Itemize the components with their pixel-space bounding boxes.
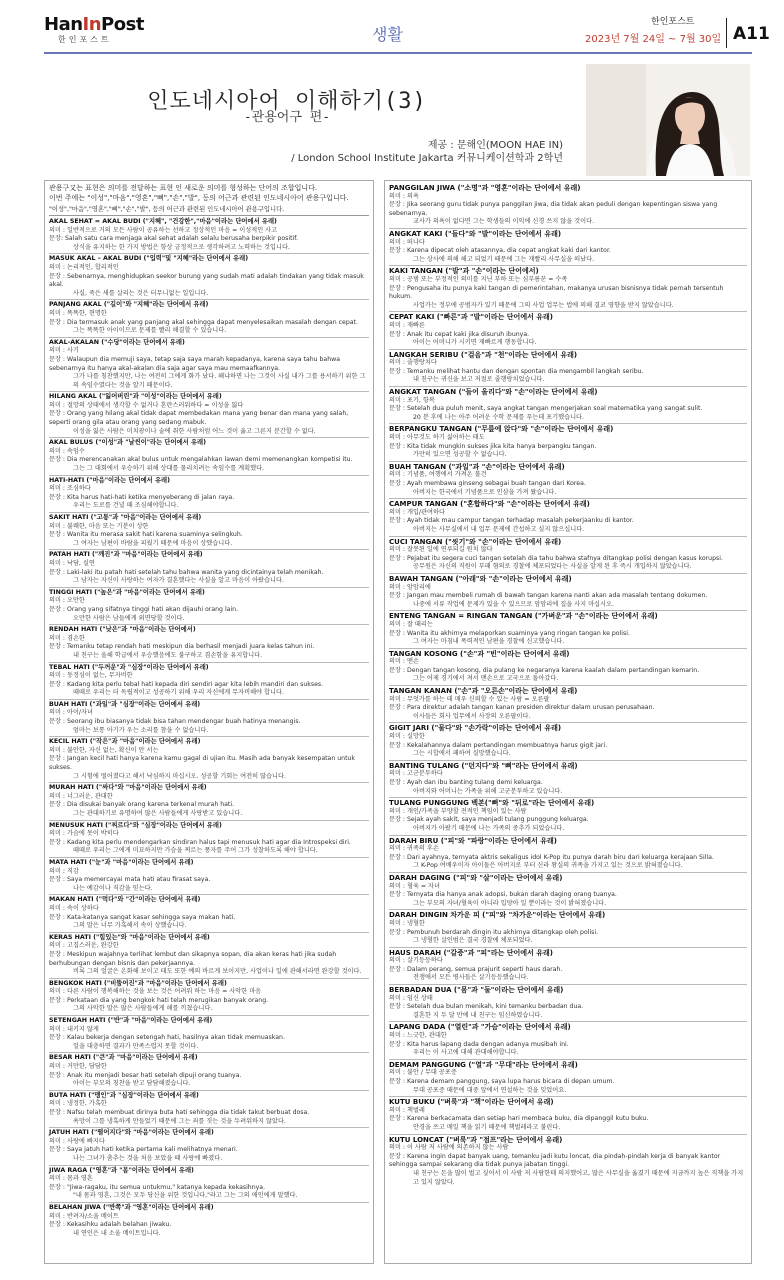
idiom-entry	[49, 895, 369, 932]
idiom-meaning: 의미 : 기념품, 여행에서 가져온 물건	[389, 471, 487, 479]
idiom-sentence: 문장 : Karena dipecat oleh atasannya, dia cepat angkat kaki dari kantor.	[389, 247, 611, 255]
idiom-sentence: 문장 : Kadang kita perlu mendengarkan sindiran halus tapi menusuk hati agar dia Introspeksi diri.	[49, 838, 351, 846]
idiom-sentence: 문장 : Setelah dua puluh menit, saya angkat tangan mengerjakan soal matematika yang sangat sulit.	[389, 405, 703, 413]
idiom-translation: 그의 사악한 말은 많은 사람들에게 해를 끼쳤습니다.	[73, 1005, 213, 1013]
idiom-sentence: 문장 : Saya jatuh hati ketika pertama kali melihatnya menari.	[49, 1146, 238, 1154]
idiom-term: GIGIT JARI ("물다"와 "손가락"이라는 단어에서 유래)	[389, 724, 562, 733]
idiom-sentence: 문장 : Dia disukai banyak orang karena terkenal murah hati.	[49, 801, 235, 809]
idiom-entry	[49, 737, 369, 783]
idiom-translation: 가만히 있으면 성공할 수 없습니다.	[413, 451, 507, 459]
idiom-translation: 그 남자는 자신이 사랑하는 여자가 결혼했다는 사실을 알고 마음이 아팠습니다.	[73, 577, 284, 585]
idiom-translation: 그는 부모의 자녀/혈육이 아니라 입양아 일 뿐이라는 것이 밝혀졌습니다.	[413, 899, 607, 907]
idiom-sentence: 문장 : Wanita itu akhirnya melaporkan suaminya yang ringan tangan ke polisi.	[389, 629, 630, 637]
idiom-meaning: 의미 : 똑똑한, 현명한	[49, 309, 107, 317]
idiom-translation: 우리는 도로를 건널 때 조심해야합니다.	[73, 502, 179, 510]
idiom-meaning: 의미 : 너그러운, 관대한	[49, 792, 113, 800]
idiom-translation: 이성을 잃은 사람은 미치광이나 술에 취한 사람처럼 어느 것이 옳고 그른지 분간할 수 없다.	[73, 427, 316, 435]
idiom-translation: 무대 공포증 때문에 대중 앞에서 연설하는 것을 잊었어요.	[413, 1086, 567, 1094]
idiom-meaning: 의미 : 속임수	[49, 447, 85, 455]
idiom-sentence: 문장 : Temanku melihat hantu dan dengan spontan dia mengambil langkah seribu.	[389, 367, 644, 375]
idiom-sentence: 문장 : Orang yang sifatnya tinggi hati akan dijauhi orang lain.	[49, 605, 239, 613]
idiom-sentence: 문장 : Kita harus hati-hati ketika menyeberang di jalan raya.	[49, 493, 235, 501]
idiom-entry	[389, 948, 747, 985]
idiom-entry	[389, 1097, 747, 1134]
idiom-meaning: 의미 : 개인/가족을 부양할 전적인 책임이 있는 사람	[389, 807, 527, 815]
idiom-translation: 20 분 후에 나는 아주 어려운 수학 문제를 푸는데 포기했습니다.	[413, 413, 584, 421]
idiom-sentence: 문장 : Kadang kita perlu tebal hati kepada diri sendiri agar kita lebih mandiri dan sukses.	[49, 680, 324, 688]
idiom-entry	[49, 1166, 369, 1203]
idiom-entry	[49, 392, 369, 438]
idiom-sentence: 문장 : Perkataan dia yang bengkok hati telah merugikan banyak orang.	[49, 996, 269, 1004]
idiom-meaning: 의미 : 귀족의 후손	[389, 845, 439, 853]
idiom-term: AKAL BULUS ("이성"과 "날씬이"라는 단어에서 유래)	[49, 439, 206, 447]
idiom-meaning: 의미 : 겸손한	[49, 634, 85, 642]
idiom-sentence: 문장 : Wanita itu merasa sakit hati karena suaminya selingkuh.	[49, 531, 243, 539]
idiom-meaning: 의미 : 내키지 않게	[49, 1025, 99, 1033]
idiom-sentence: 문장 : Karena ingin dapat banyak uang, temanku jadi kutu loncat, dia pindah-pindah kerja di banyak kantor sehingga sampai sekarang dia tidak punya jabatan tinggi.	[389, 1152, 721, 1169]
idiom-entry	[49, 550, 369, 587]
idiom-entry	[49, 1091, 369, 1128]
idiom-term: ENTENG TANGAN = RINGAN TANGAN ("가벼운"과 "손"이라는 단어에서 유래)	[389, 612, 658, 621]
idiom-term: PANGGILAN JIWA ("소명"과 "영혼"이라는 단어에서 유래)	[389, 184, 581, 192]
idiom-meaning: 의미 : 암암리에	[389, 583, 431, 591]
idiom-term: DARAH DAGING ("피"와 "살"이라는 단어에서 유래)	[389, 873, 563, 882]
idiom-meaning: 의미 : 느긋한, 관대한	[389, 1032, 447, 1040]
idiom-entry	[389, 686, 747, 723]
author-affiliation: / London School Institute Jakarta 커뮤니케이션학과 2학년	[291, 153, 563, 164]
idiom-entry	[389, 499, 747, 536]
idiom-entry	[389, 798, 747, 835]
idiom-entry	[389, 312, 747, 349]
idiom-sentence: 문장 : Nafsu telah membuat dirinya buta hati sehingga dia tidak takut berbuat dosa.	[49, 1109, 310, 1116]
idiom-translation: 일을 대충하면 결과가 만족스럽지 못할 것이다.	[73, 1042, 199, 1050]
idiom-entry	[49, 700, 369, 737]
idiom-entry	[389, 1135, 747, 1189]
idiom-term: PATAH HATI ("깨진"과 "마음"이라는 단어에서 유래)	[49, 551, 203, 559]
idiom-entry	[389, 266, 747, 312]
idiom-entry	[49, 217, 369, 254]
idiom-term: KAKI TANGAN ("발"과 "손"이라는 단어에서)	[389, 267, 539, 276]
idiom-entry	[389, 1022, 747, 1059]
idiom-entry	[389, 910, 747, 947]
idiom-entry	[49, 821, 369, 858]
idiom-term: BESAR HATI ("큰"과 "마음"이라는 단어에서 유래)	[49, 1054, 198, 1062]
idiom-meaning: 의미 : 재빠른	[389, 321, 425, 329]
idiom-sentence: 문장 : Orang yang hilang akal tidak dapat membedakan mana yang benar dan mana yang salah, seperti orang gila atau orang yang sedang mabuk.	[49, 410, 349, 427]
idiom-translation: 그는 어제 경기에서 져서 맨손으로 고국으로 돌아갔다.	[413, 675, 559, 683]
idiom-term: HATI-HATI ("마음"이라는 단어에서 유래)	[49, 476, 171, 484]
idiom-sentence: 문장 : Laki-laki itu patah hati setelah tahu bahwa wanita yang dicintainya telah menikah.	[49, 568, 324, 576]
idiom-sentence: 문장 : Kekasihku adalah belahan jiwaku.	[49, 1221, 172, 1229]
idiom-term: JIWA RAGA ("영혼"과 "몸"이라는 단어에서 유래)	[49, 1166, 194, 1174]
idiom-entry	[389, 574, 747, 611]
idiom-translation: 그 여자는 마침내 폭력적인 남편을 경찰에 신고했습니다.	[413, 638, 565, 646]
idiom-term: PANJANG AKAL ("길이"와 "지혜"라는 단어에서 유래)	[49, 301, 209, 309]
idiom-term: MURAH HATI ("싸다"와 "마음"이라는 단어에서 유래)	[49, 784, 207, 792]
idiom-translation: 아버지와 어머니는 가족을 위해 고군분투하고 있습니다.	[413, 787, 563, 795]
idiom-meaning: 의미 : 잘 때리는	[389, 620, 433, 628]
idiom-translation: 나중에 서류 작업에 문제가 있을 수 있으므로 암암리에 집을 사지 마십시오.	[413, 600, 614, 608]
idiom-entry	[389, 462, 747, 499]
idiom-term: KECIL HATI ("작은"과 "마음"이라는 단어에서 유래)	[49, 738, 201, 746]
idiom-meaning: 의미 : 가슴에 못이 박히다	[49, 830, 119, 838]
idiom-term: DARAH DINGIN 차가운 피 ("피"와 "차가운"이라는 단어에서 유래)	[389, 911, 606, 920]
idiom-translation: 내 친구는 올해 학급에서 우승했음에도 불구하고 겸손함을 유지합니다.	[73, 651, 263, 659]
idiom-sentence: 문장 : Ternyata dia hanya anak adopsi, bukan darah daging orang tuanya.	[389, 891, 617, 899]
idiom-translation: 사업가는 정부에 공범자가 있기 때문에 그의 사업 업무는 법에 의해 결코 영향을 받지 않았습니다.	[413, 301, 674, 309]
idiom-entry	[389, 985, 747, 1022]
idiom-meaning: 의미 : 오만한	[49, 597, 85, 605]
idiom-translation: 때때로 우리는 그에게 미묘하지만 가슴을 찌르는 풍자를 주어 그가 성찰하도록 해야 합니다.	[73, 847, 318, 855]
idiom-meaning: 의미 : 논리적인, 합리적인	[49, 263, 119, 271]
idiom-meaning: 의미 : 사랑에 빠지다	[49, 1137, 105, 1145]
idiom-term: BERBADAN DUA ("몸"과 "둘"이라는 단어에서 유래)	[389, 986, 564, 995]
idiom-term: TANGAN KANAN ("손"과 "오른손"이라는 단어에서 유래)	[389, 687, 578, 696]
idiom-sentence: 문장 : Setelah dua bulan menikah, kini temanku berbadan dua.	[389, 1003, 584, 1011]
idiom-translation: 내 친구는 돈을 많이 벌고 싶어서 이 사람 저 사람한테 의지했어고, 많은 사무실을 옮겼기 때문에 지금까지 높은 직책을 가지고 있지 않았다.	[413, 1169, 744, 1186]
article-subtitle: -관용어구 편-	[243, 110, 331, 125]
idiom-translation: 아이는 부모의 칭찬을 받고 담담해졌습니다.	[73, 1080, 191, 1088]
idiom-sentence: 문장 : Dari ayahnya, ternyata aktris sekaligus idol K-Pop itu punya darah biru dari keluarga kerajaan Silla.	[389, 853, 714, 861]
idiom-meaning: 의미 : 냉혈한	[389, 919, 425, 927]
idiom-translation: 그는 그 대회에서 우승하기 위해 상대를 물리치려는 속임수를 계획했다.	[73, 465, 265, 473]
idiom-sentence: 문장 : Temanku tetap rendah hati meskipun dia berhasil menjadi juara kelas tahun ini.	[49, 643, 315, 651]
idiom-term: TULANG PUNGGUNG 백본("뼈"와 "뒤로"라는 단어에서 유래)	[389, 799, 595, 808]
intro-paragraph: 관용구又는 표현은 의미를 전달하는 표현 인 새로운 의미를 형성하는 단어의 조합입니다. 이번 주에는 "이성","마음","영혼","뼈","손","발", 등의 어근과 관련된 인도네시아어 관용구입니다.	[49, 184, 349, 202]
idiom-entry	[49, 783, 369, 820]
idiom-sentence: 문장 : Dia termasuk anak yang panjang akal sehingga dapat menyelesaikan masalah dengan cepat.	[49, 318, 358, 326]
idiom-term: MATA HATI ("눈"과 "마음"이라는 단어에서 유래)	[49, 858, 194, 866]
idiom-meaning: 의미 : 의욕	[389, 192, 419, 200]
idiom-term: LAPANG DADA ("열린"과 "가슴"이라는 단어에서 유래)	[389, 1023, 571, 1032]
idiom-term: BUTA HATI ("맹인"과 "심장"이라는 단어에서 유래)	[49, 1091, 199, 1099]
idiom-translation: 아버지는 사무실에서 내 업무 문제에 간섭하고 싶지 않으십니다.	[413, 525, 585, 533]
idiom-translation: 그가 나를 칭찬했지만, 나는 여전히 그에게 화가 났다. 왜냐하면 나는 그것이 사실 내가 그를 용서하기 위한 그의 속임수였다는 것을 알기 때문이다.	[73, 373, 366, 389]
idiom-entry	[389, 387, 747, 424]
idiom-meaning: 의미 : 냉정한, 가혹한	[49, 1100, 107, 1108]
idiom-sentence: 문장 : Kita harus lapang dada dengan adanya musibah ini.	[389, 1040, 569, 1048]
idiom-translation: 아버지는 한국에서 기념품으로 인삼을 가져 왔습니다.	[413, 488, 557, 496]
author-portrait-image	[586, 64, 750, 176]
idiom-meaning: 의미 : 공범 또는 부정적인 의미를 지닌 부하 또는 심부름꾼 = 수족	[389, 275, 568, 283]
idiom-meaning: 의미 : 불쾌한, 마음 또는 기분이 상한	[49, 522, 149, 530]
idiom-entry	[49, 625, 369, 662]
idiom-entry	[389, 761, 747, 798]
idiom-term: MENUSUK HATI ("찌르다"와 "심장"이라는 단어에서 유래)	[49, 821, 222, 829]
idiom-translation: 내 친구는 귀신을 보고 저절로 줄행랑치었습니다.	[413, 376, 545, 384]
idiom-entry	[389, 229, 747, 266]
idiom-translation: 상식을 유지하는 한 가지 방법은 항상 긍정적으로 생각하려고 노력하는 것입니다.	[73, 243, 290, 251]
idiom-term: BERPANGKU TANGAN ("무릎에 앉다"와 "손"이라는 단어에서 유래)	[389, 425, 614, 434]
hanin-post-logo: HanInPost	[44, 14, 144, 35]
idiom-meaning: 의미 : 혈육 = 자녀	[389, 882, 440, 890]
idiom-translation: 공무원은 자신의 직원이 부패 혐의로 경찰에 체포되었다는 사실을 알게 된 후 즉시 개입하지 않았습니다.	[413, 563, 692, 571]
idiom-meaning: 의미 : 일반적으로 거의 모든 사람이 공유하는 선하고 정상적인 마음 = 이성적인 사고	[49, 226, 278, 234]
idiom-meaning: 의미 : 개입/관여하다	[389, 508, 445, 516]
idiom-entry	[49, 858, 369, 895]
idiom-term: CUCI TANGAN ("씻기"와 "손"이라는 단어에서 유래)	[389, 537, 562, 546]
idiom-translation: 그는 똑똑한 아이이므로 문제를 빨리 해결할 수 있습니다.	[73, 327, 227, 335]
idiom-meaning: 의미 : 아무것도 하기 싫어하는 태도	[389, 434, 485, 442]
publication-date: 2023년 7월 24일 ~ 7월 30일	[585, 34, 722, 45]
idiom-sentence: 문장 : Saya memercayai mata hati atau firasat saya.	[49, 876, 211, 884]
idiom-sentence: 문장 : Pembunuh berdarah dingin itu akhirnya ditangkap oleh polisi.	[389, 928, 599, 936]
idiom-meaning: 의미 : 이 사람 저 사람에 의존하지 않는 사람	[389, 1144, 509, 1152]
idiom-translation: 결혼한 지 두 달 만에 내 친구는 임신하였습니다.	[413, 1011, 543, 1019]
idiom-term: ANGKAT KAKI ("들다"와 "발"이라는 단어에서 유래)	[389, 229, 562, 238]
idiom-meaning: 의미 : 속이 상하다	[49, 904, 99, 912]
idiom-term: LANGKAH SERIBU ("걸음"과 "천"이라는 단어에서 유래)	[389, 350, 578, 359]
idiom-sentence: 문장 : Ayah membawa ginseng sebagai buah tangan dari Korea.	[389, 480, 586, 487]
idiom-term: KERAS HATI ("힘있는"와 "마음"이라는 단어에서 유래)	[49, 933, 210, 941]
idiom-sentence: 문장 : Pengusaha itu punya kaki tangan di pemerintahan, makanya urusan bisnisnya tidak pernah tersentuh hukum.	[389, 284, 724, 301]
idiom-meaning: 의미 : 고집스러운, 완강한	[49, 942, 119, 950]
idiom-term: MASUK AKAL – AKAL BUDI ("입력"및 "지혜"라는 단어에서 유래)	[49, 255, 249, 263]
idiom-entry	[49, 254, 369, 300]
idiom-meaning: 의미 : 살기등등하다	[389, 957, 443, 965]
left-idiom-list	[49, 217, 369, 1239]
header-rule	[44, 52, 752, 54]
idiom-entry	[49, 1128, 369, 1165]
idiom-translation: 아버지가 아팠기 때문에 나는 가족의 중추가 되었습니다.	[413, 824, 565, 832]
idiom-sentence: 문장 : Meskipun wajahnya terlihat lembut dan sikapnya sopan, dia akan keras hati jika sudah berhubungan dengan bisnis dan pekerjaannya.	[49, 950, 337, 967]
idiom-translation: 사실, 죽은 새를 살리는 것은 터무니없는 일입니다.	[73, 289, 209, 297]
idiom-meaning: 의미 : 조심하다	[49, 485, 91, 493]
idiom-term: CEPAT KAKI ("빠른"과 "발"이라는 단어에서 유래)	[389, 313, 554, 322]
idiom-term: JATUH HATI ("떨어지다"와 "마음"이라는 단어에서 유래)	[49, 1129, 214, 1137]
idiom-sentence: 문장 : Kita tidak mungkin sukses jika kita hanya berpangku tangan.	[389, 442, 597, 450]
idiom-sentence: 문장 : Ayah dan ibu banting tulang demi keluarga.	[389, 779, 543, 786]
idiom-term: TANGAN KOSONG ("손"과 "빈"이라는 단어에서 유래)	[389, 649, 570, 658]
idiom-meaning: 의미 : 거만한, 담담한	[49, 1063, 107, 1071]
idiom-translation: 그는 관대하기로 유명하여 많은 사람들에게 사랑받고 있습니다.	[73, 810, 243, 817]
idiom-term: BAWAH TANGAN ("아래"와 "손"이라는 단어에서 유래)	[389, 574, 572, 583]
idiom-entry	[49, 300, 369, 337]
idiom-translation: 그 K-Pop 여배우이자 아이돌은 아버지로 부터 신라 왕실의 귀족을 가지고 있는 것으로 밝혀졌습니다.	[413, 862, 683, 870]
idiom-term: BANTING TULANG ("던지다"와 "뼈"라는 단어에서 유래)	[389, 761, 578, 770]
idiom-entry	[49, 933, 369, 979]
idiom-meaning: 의미 : 반려자/소울 메이트	[49, 1212, 119, 1220]
idiom-translation: 전쟁에서 모든 병사들은 살기등등했습니다.	[413, 974, 529, 982]
idiom-entry	[389, 350, 747, 387]
idiom-entry	[389, 424, 747, 461]
idiom-translation: 이사들은 회사 업무에서 사장의 오른팔이다.	[413, 712, 531, 720]
idiom-term: AKAL SEHAT = AKAL BUDI ("지혜", "건강한","마음"이라는 단어에서 유래)	[49, 218, 277, 225]
idiom-sentence: 문장 : Karena demam panggung, saya lupa harus bicara di depan umum.	[389, 1078, 615, 1085]
idiom-sentence: 문장 : Seorang ibu biasanya tidak bisa tahan mendengar buah hatinya menangis.	[49, 718, 301, 726]
idiom-entry	[49, 1016, 369, 1053]
idiom-sentence: 문장 : Karena berkacamata dan setiap hari membaca buku, dia dipanggil kutu buku.	[389, 1115, 649, 1123]
idiom-sentence: 문장 : Jika seorang guru tidak punya panggilan jiwa, dia tidak akan peduli dengan kepentingan siswa yang sebenarnya.	[389, 201, 718, 217]
idiom-term: SETENGAH HATI ("반"과 "마음"이라는 단어에서 유래)	[49, 1017, 213, 1025]
idiom-translation: 나는 예감이나 직감을 믿는다.	[73, 884, 153, 892]
idiom-translation: 우리는 이 사고에 대해 관대해야합니다.	[413, 1049, 519, 1057]
idiom-term: KUTU BUKU ("벼룩"과 "책"이라는 단어에서 유래)	[389, 1098, 554, 1107]
idiom-translation: 그의 말은 너무 가혹해서 속이 상했습니다.	[73, 922, 187, 930]
idiom-sentence: 문장 : Dalam perang, semua prajurit seperti haus darah.	[389, 965, 563, 973]
idiom-entry	[389, 183, 747, 229]
idiom-translation: 때때로 우리는 더 독립적이고 성공하기 위해 우리 자신에게 무자비해야 합니다.	[73, 689, 284, 697]
idiom-entry	[49, 663, 369, 700]
idiom-term: HILANG AKAL ("잃어버린"과 "이성"이라는 단어에서 유래)	[49, 393, 222, 401]
idiom-entry	[49, 1053, 369, 1090]
idiom-term: BUAH TANGAN ("과일"과 "손"이라는 단어에서 유래)	[389, 462, 565, 471]
idiom-term: KUTU LONCAT ("벼룩"과 "점프"라는 단어에서 유래)	[389, 1135, 563, 1144]
idiom-entry	[49, 438, 369, 475]
idiom-term: BUAH HATI ("과일"과 "심장"이라는 단어에서 유래)	[49, 700, 201, 708]
idiom-translation: 그 시험에 떨어졌다고 해서 낙심하지 마십시오. 성공할 기회는 여전히 많습니다.	[73, 772, 286, 780]
idiom-meaning: 의미 : 낙담, 실연	[49, 559, 95, 567]
idiom-translation: 교사가 의욕이 없다면 그는 학생들의 이익에 신경 쓰지 않을 것이다.	[413, 218, 595, 226]
idiom-meaning: 의미 : 잘못된 일에 연루되길 원치 않다	[389, 546, 493, 554]
idiom-translation: 아이는 어머니가 시키면 재빠르게 행동합니다.	[413, 339, 537, 347]
idiom-meaning: 의미 : 줄행랑치다	[389, 359, 437, 367]
idiom-sentence: 문장 : Sebenarnya, menghidupkan seekor burung yang sudah mati adalah tindakan yang tidak masuk akal.	[49, 272, 364, 289]
idiom-translation: 그 냉혈한 살인범은 결국 경찰에 체포되었다.	[413, 937, 533, 945]
idiom-translation: 나는 그녀가 춤추는 것을 처음 보았을 때 사랑에 빠졌다.	[73, 1154, 223, 1162]
newspaper-header	[0, 0, 784, 52]
idiom-translation: 오만한 사람은 남들에게 외면당할 것이다.	[73, 614, 185, 622]
idiom-sentence: 문장 : Jangan kecil hati hanya karena kamu gagal di ujian itu. Masih ada banyak kesempatan untuk sukses.	[49, 755, 356, 772]
idiom-meaning: 의미 : 무엇가를 하는 데 매우 신뢰할 수 있는 사람 = 오른팔	[389, 695, 550, 703]
idiom-entry	[49, 476, 369, 513]
idiom-term: AKAL-AKALAN ("수당"이라는 단어에서 유래)	[49, 338, 185, 346]
idiom-meaning: 의미 : 맨손	[389, 658, 419, 666]
idiom-entry	[49, 588, 369, 625]
idiom-translation: 그 여자는 남편이 바람을 피웠기 때문에 마음이 상했습니다.	[73, 539, 233, 547]
idiom-term: TEBAL HATI ("두꺼운"과 "심장"이라는 단어에서 유래)	[49, 663, 209, 671]
idiom-translation: 엄마는 보통 아기가 우는 소리를 참을 수 없습니다.	[73, 726, 209, 734]
article-title: 인도네시아어 이해하기(3)	[147, 89, 427, 114]
idiom-meaning: 의미 : 사기	[49, 347, 79, 355]
idiom-sentence: 문장 : Anak itu menjadi besar hati setelah dipuji orang tuanya.	[49, 1071, 242, 1079]
logo-subtitle: 한인포스트	[58, 35, 112, 44]
left-column	[44, 180, 374, 1264]
intro-list: "이성","마음","영혼","뼈","손","발", 등의 어근과 관련된 인도네시아어 관용구입니다.	[49, 205, 369, 216]
idiom-sentence: 문장 : Kata-katanya sangat kasar sehingga saya makan hati.	[49, 913, 236, 921]
idiom-meaning: 의미 : 떠나다	[389, 238, 425, 246]
idiom-term: DARAH BIRU ("피"와 "파랑"이라는 단어에서 유래)	[389, 836, 557, 845]
idiom-entry	[389, 1060, 747, 1097]
idiom-meaning: 의미 : 다른 사람이 행복해하는 것을 보는 것은 어려워 하는 마음 = 사악한 마음	[49, 988, 262, 996]
idiom-sentence: 문장 : Dengan tangan kosong, dia pulang ke negaranya karena kaalah dalam pertandingan kemarin.	[389, 666, 700, 674]
idiom-term: CAMPUR TANGAN ("혼합하다"와 "손"이라는 단어에서 유래)	[389, 500, 590, 509]
idiom-meaning: 의미 : 책벌레	[389, 1106, 425, 1114]
idiom-entry	[389, 873, 747, 910]
idiom-term: DEMAM PANGGUNG ("열"과 "무대"라는 단어에서 유래)	[389, 1060, 578, 1069]
idiom-sentence: 문장 : Walaupun dia memuji saya, tetap saja saya marah kepadanya, karena saya tahu bahwa sebenarnya itu hanya akal-akalan dia saja agar saya mau memaafkannya.	[49, 355, 341, 372]
right-idiom-list	[389, 183, 747, 1188]
idiom-sentence: 문장 : Sejak ayah sakit, saya menjadi tulang punggung keluarga.	[389, 816, 589, 824]
idiom-term: SAKIT HATI ("고통"과 "마음"이라는 단어에서 유래)	[49, 514, 202, 521]
idiom-term: ANGKAT TANGAN ("들어 올리다"와 "손"이라는 단어에서 유래)	[389, 388, 598, 397]
idiom-meaning: 의미 : 고군분투하다	[389, 770, 443, 778]
idiom-translation: 욕망이 그를 냉혹하게 만들었기 때문에 그는 죄를 짓는 것을 두려워하지 않았다.	[73, 1117, 286, 1125]
idiom-term: BELAHAN JIWA ("반쪽"과 "영혼"이라는 단어에서 유래)	[49, 1203, 214, 1211]
idiom-meaning: 의미 : 불안한, 자신 없는, 확신이 안 서는	[49, 746, 159, 754]
idiom-term: RENDAH HATI ("낮은"과 "마음"이라는 단어에서)	[49, 626, 196, 634]
right-column	[384, 180, 752, 1264]
idiom-translation: "내 몸과 영혼, 그것은 모두 당신을 위한 것입니다,"라고 그는 그의 애인에게 말했다.	[73, 1192, 298, 1200]
page-number: A11	[733, 24, 770, 44]
idiom-entry	[49, 338, 369, 393]
idiom-meaning: 의미 : 몸과 영혼	[49, 1175, 93, 1183]
idiom-entry	[389, 611, 747, 648]
idiom-entry	[49, 979, 369, 1016]
idiom-entry	[49, 1203, 369, 1239]
idiom-entry	[389, 723, 747, 760]
idiom-sentence: 문장 : "Jiwa-ragaku, itu semua untukmu," katanya kepada kekasihnya.	[49, 1183, 266, 1191]
idiom-translation: 내 연인은 내 소울 메이트입니다.	[73, 1229, 161, 1237]
idiom-sentence: 문장 : Kekalahannya dalam pertandingan membuatnya harus gigit jari.	[389, 741, 608, 749]
header-divider	[726, 18, 727, 48]
idiom-meaning: 의미 : 임신 상태	[389, 994, 433, 1002]
idiom-sentence: 문장: Salah satu cara menjaga akal sehat adalah selalu berusaha berpikir positif.	[49, 235, 298, 243]
idiom-meaning: 의미 : 동정심이 없는, 무자비한	[49, 672, 133, 680]
author-photo	[586, 64, 750, 176]
idiom-entry	[49, 513, 369, 550]
idiom-term: TINGGI HATI ("높은"과 "마음"이라는 단어에서 유래)	[49, 588, 205, 596]
idiom-entry	[389, 836, 747, 873]
idiom-meaning: 의미 : 실망한	[389, 733, 425, 741]
idiom-sentence: 문장 : Jangan mau membeli rumah di bawah tangan karena nanti akan ada masalah tentang dokumen.	[389, 592, 708, 600]
idiom-sentence: 문장 : Ayah tidak mau campur tangan terhadap masalah pekerjaanku di kantor.	[389, 517, 634, 525]
idiom-translation: 그는 상사에 의해 해고 되었기 때문에 그는 재빨리 사무실을 떠났다.	[413, 255, 595, 263]
idiom-meaning: 의미 : 아이/자녀	[49, 709, 93, 717]
idiom-sentence: 문장 : Para direktur adalah tangan kanan presiden direktur dalam urusan perusahaan.	[389, 704, 655, 712]
author-credit: 제공 : 문해인(MOON HAE IN)	[427, 140, 563, 151]
idiom-meaning: 의미 : 불안 / 무대 공포증	[389, 1069, 457, 1077]
idiom-sentence: 문장 : Kalau bekerja dengan setengah hati, hasilnya akan tidak memuaskan.	[49, 1034, 285, 1042]
idiom-sentence: 문장 : Dia merencanakan akal bulus untuk mengalahkan lawan demi memenangkan kompetisi itu.	[49, 456, 353, 464]
idiom-translation: 비록 그의 얼굴은 온화해 보이고 태도 또한 예의 바르게 보이지만, 사업이나 일에 관해서라면 완강할 것이다.	[73, 968, 362, 976]
idiom-entry	[389, 537, 747, 574]
idiom-sentence: 문장 : Pejabat itu segera cuci tangan setelah dia tahu bahwa stafnya ditangkap polisi dengan kasus korupsi.	[389, 554, 723, 562]
section-label: 생활	[372, 25, 403, 44]
idiom-meaning: 의미 : 직감	[49, 867, 79, 875]
idiom-meaning: 의미 : 절망의 상태에서 생각할 수 없거나 혼란스러워하다 = 이성을 잃다	[49, 401, 244, 409]
idiom-meaning: 의미 : 포기, 항복	[389, 396, 435, 404]
idiom-translation: 그는 시합에서 패하여 실망했습니다.	[413, 750, 511, 758]
idiom-entry	[389, 649, 747, 686]
idiom-sentence: 문장 : Anak itu cepat kaki jika disuruh ibunya.	[389, 330, 530, 338]
idiom-term: BENGKOK HATI ("비뚤어진"과 "마음"이라는 단어에서 유래)	[49, 979, 227, 987]
idiom-term: MAKAN HATI ("먹다"와 "간"이라는 단어에서 유래)	[49, 896, 201, 904]
publication-name: 한인포스트	[651, 17, 695, 27]
idiom-translation: 안경을 쓰고 매일 책을 읽기 때문에 책벌레라고 불린다.	[413, 1123, 561, 1131]
idiom-term: HAUS DARAH ("갈증"과 "피"라는 단어에서 유래)	[389, 948, 553, 957]
